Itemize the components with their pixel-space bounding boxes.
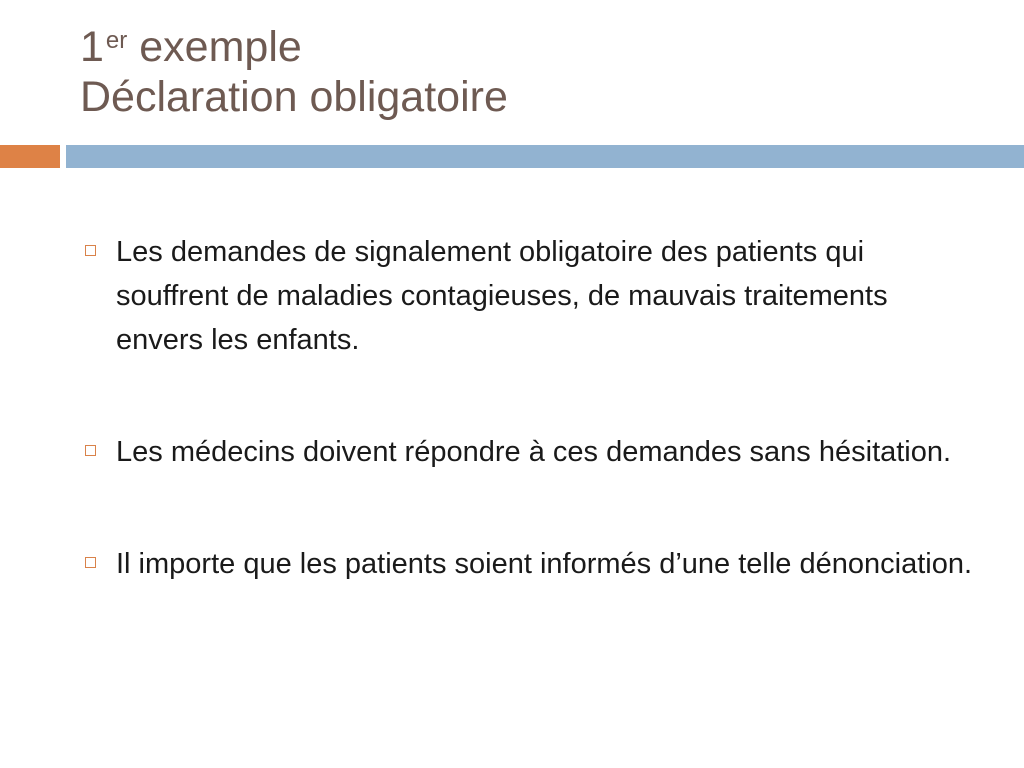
slide-title: [80, 22, 508, 122]
title-divider-bar: [66, 145, 1024, 168]
bullet-item: [82, 430, 972, 474]
title-accent-bar: [0, 145, 60, 168]
hollow-square-icon: [85, 445, 96, 456]
title-subtitle: Déclaration obligatoire: [80, 73, 508, 121]
bullet-item: [82, 230, 972, 362]
hollow-square-icon: [85, 557, 96, 568]
title-number: 1: [80, 23, 104, 71]
bullet-item: [82, 542, 972, 586]
hollow-square-icon: [85, 245, 96, 256]
bullet-text: Les demandes de signalement obligatoire des patients qui souffrent de maladies contagieuses, de mauvais traitements envers les enfants.: [116, 236, 888, 356]
bullet-list: [82, 230, 972, 654]
title-superscript: er: [105, 27, 128, 54]
title-line-1: [80, 22, 508, 72]
bullet-text: Les médecins doivent répondre à ces demandes sans hésitation.: [116, 436, 952, 468]
bullet-text: Il importe que les patients soient informés d’une telle dénonciation.: [116, 548, 973, 580]
title-word: exemple: [139, 23, 302, 71]
